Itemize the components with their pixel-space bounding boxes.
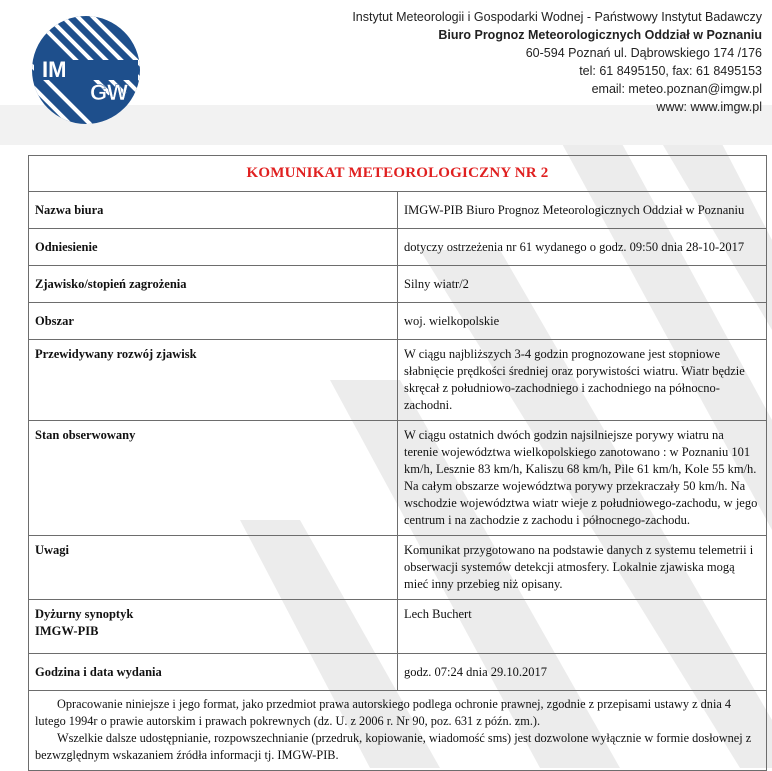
table-row — [29, 600, 767, 654]
row-label-office: Nazwa biura — [29, 192, 398, 229]
bulletin — [28, 155, 767, 771]
row-label-phenomenon: Zjawisko/stopień zagrożenia — [29, 266, 398, 303]
forecaster-label-line2: IMGW-PIB — [35, 624, 99, 638]
row-label-area: Obszar — [29, 303, 398, 340]
office-name: Biuro Prognoz Meteorologicznych Oddział w Poznaniu — [438, 28, 762, 42]
table-row — [29, 654, 767, 691]
row-label-reference: Odniesienie — [29, 229, 398, 266]
table-row — [29, 229, 767, 266]
row-value-remarks: Komunikat przygotowano na podstawie danych z systemu telemetrii i obserwacji systemów detekcji atmosfery. Lokalnie zjawiska mogą mieć inny przebieg niż opisany. — [398, 536, 767, 600]
row-value-phenomenon: Silny wiatr/2 — [398, 266, 767, 303]
row-label-issue-time: Godzina i data wydania — [29, 654, 398, 691]
table-row — [29, 536, 767, 600]
copyright-notice — [29, 691, 767, 771]
office-address: 60-594 Poznań ul. Dąbrowskiego 174 /176 — [525, 46, 762, 60]
table-row — [29, 266, 767, 303]
row-label-observed: Stan obserwowany — [29, 421, 398, 536]
letterhead — [0, 0, 772, 140]
row-value-reference: dotyczy ostrzeżenia nr 61 wydanego o godz. 09:50 dnia 28-10-2017 — [398, 229, 767, 266]
row-label-forecaster — [29, 600, 398, 654]
logo-text-bottom: GW — [90, 80, 128, 105]
row-value-forecast: W ciągu najbliższych 3-4 godzin prognozowane jest stopniowe słabnięcie prędkości średniej oraz porywistości wiatru. Wiatr będzie skręcał z południowo-zachodniego i zachodniego na północno-zachodni. — [398, 340, 767, 421]
row-label-forecast: Przewidywany rozwój zjawisk — [29, 340, 398, 421]
row-value-forecaster: Lech Buchert — [398, 600, 767, 654]
bulletin-title: KOMUNIKAT METEOROLOGICZNY NR 2 — [29, 156, 767, 192]
office-phone: tel: 61 8495150, fax: 61 8495153 — [579, 64, 762, 78]
office-website[interactable]: www: www.imgw.pl — [656, 100, 762, 114]
organization-info — [352, 8, 762, 116]
forecaster-label-line1: Dyżurny synoptyk — [35, 607, 134, 621]
bulletin-table — [28, 155, 767, 771]
row-value-area: woj. wielkopolskie — [398, 303, 767, 340]
institute-name: Instytut Meteorologii i Gospodarki Wodnej - Państwowy Instytut Badawczy — [352, 10, 762, 24]
office-email[interactable]: email: meteo.poznan@imgw.pl — [591, 82, 762, 96]
row-label-remarks: Uwagi — [29, 536, 398, 600]
table-row — [29, 421, 767, 536]
copyright-paragraph-1: Opracowanie niniejsze i jego format, jako przedmiot prawa autorskiego podlega ochronie prawnej, zgodnie z przepisami ustawy z dnia 4 lutego 1994r o prawie autorskim i prawach pokrewnych (dz. U. z 2006 r. Nr 90, poz. 631 z późn. zm.). — [35, 697, 732, 728]
imgw-logo — [30, 14, 142, 126]
copyright-paragraph-2: Wszelkie dalsze udostępnianie, rozpowszechnianie (przedruk, kopiowanie, wiadomość sms) jest dozwolone wyłącznie w formie dosłownej z bezwzględnym wskazaniem źródła informacji tj. IMGW-PIB. — [35, 731, 752, 762]
logo-text-top: IM — [42, 57, 67, 82]
table-row — [29, 340, 767, 421]
row-value-office: IMGW-PIB Biuro Prognoz Meteorologicznych Oddział w Poznaniu — [398, 192, 767, 229]
table-row — [29, 192, 767, 229]
row-value-observed: W ciągu ostatnich dwóch godzin najsilniejsze porywy wiatru na terenie województwa wielkopolskiego zanotowano : w Poznaniu 101 km/h, Lesznie 83 km/h, Kaliszu 68 km/h, Pile 61 km/h, Kole 55 km/h. Na całym obszarze województwa porywy przekraczały 50 km/h. Na wschodzie województwa wiatr wieje z południowego-zachodu, w jego centrum i na zachodzie z zachodu i północnego-zachodu. — [398, 421, 767, 536]
table-row — [29, 303, 767, 340]
row-value-issue-time: godz. 07:24 dnia 29.10.2017 — [398, 654, 767, 691]
